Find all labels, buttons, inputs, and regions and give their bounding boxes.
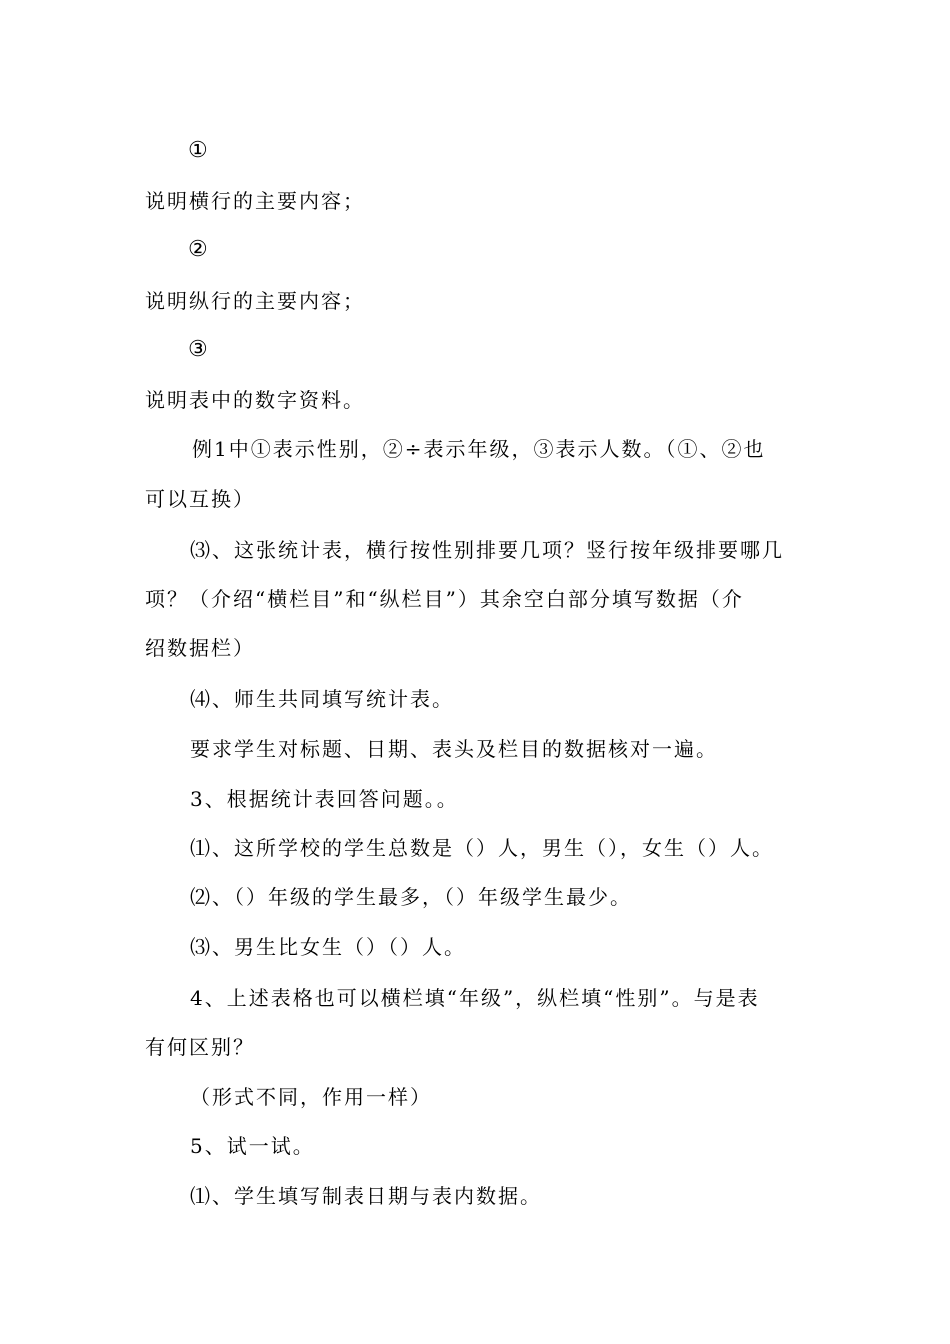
paragraph-line: 有何区别？ bbox=[145, 1035, 255, 1059]
question-line: ⑴、这所学校的学生总数是（）人，男生（），女生（）人。 bbox=[190, 836, 774, 860]
question-line: ⑵、（）年级的学生最多，（）年级学生最少。 bbox=[190, 885, 632, 909]
paragraph-line: （形式不同，作用一样） bbox=[190, 1085, 432, 1109]
text-line: 说明横行的主要内容； bbox=[145, 189, 365, 213]
paragraph-line: 项？（介绍“横栏目”和“纵栏目”）其余空白部分填写数据（介 bbox=[145, 587, 744, 611]
marker-3: ③ bbox=[188, 337, 210, 362]
section-heading: 3、根据统计表回答问题。。 bbox=[190, 787, 459, 811]
paragraph-line: 要求学生对标题、日期、表头及栏目的数据核对一遍。 bbox=[190, 737, 718, 761]
paragraph-line: 可以互换） bbox=[145, 487, 255, 511]
question-line: ⑶、男生比女生（）（）人。 bbox=[190, 935, 466, 959]
section-heading: 5、试一试。 bbox=[190, 1134, 315, 1158]
text-line: 说明纵行的主要内容； bbox=[145, 289, 365, 313]
paragraph-line: 例1中①表示性别，②÷表示年级，③表示人数。（①、②也 bbox=[192, 437, 766, 461]
paragraph-line: 4、上述表格也可以横栏填“年级”，纵栏填“性别”。与是表 bbox=[190, 986, 760, 1010]
marker-1: ① bbox=[188, 138, 210, 163]
paragraph-line: ⑴、学生填写制表日期与表内数据。 bbox=[190, 1184, 542, 1208]
paragraph-line: ⑶、这张统计表，横行按性别排要几项？竖行按年级排要哪几 bbox=[190, 538, 784, 562]
paragraph-line: 绍数据栏） bbox=[145, 636, 255, 660]
paragraph-line: ⑷、师生共同填写统计表。 bbox=[190, 687, 454, 711]
marker-2: ② bbox=[188, 237, 210, 262]
text-line: 说明表中的数字资料。 bbox=[145, 388, 365, 412]
